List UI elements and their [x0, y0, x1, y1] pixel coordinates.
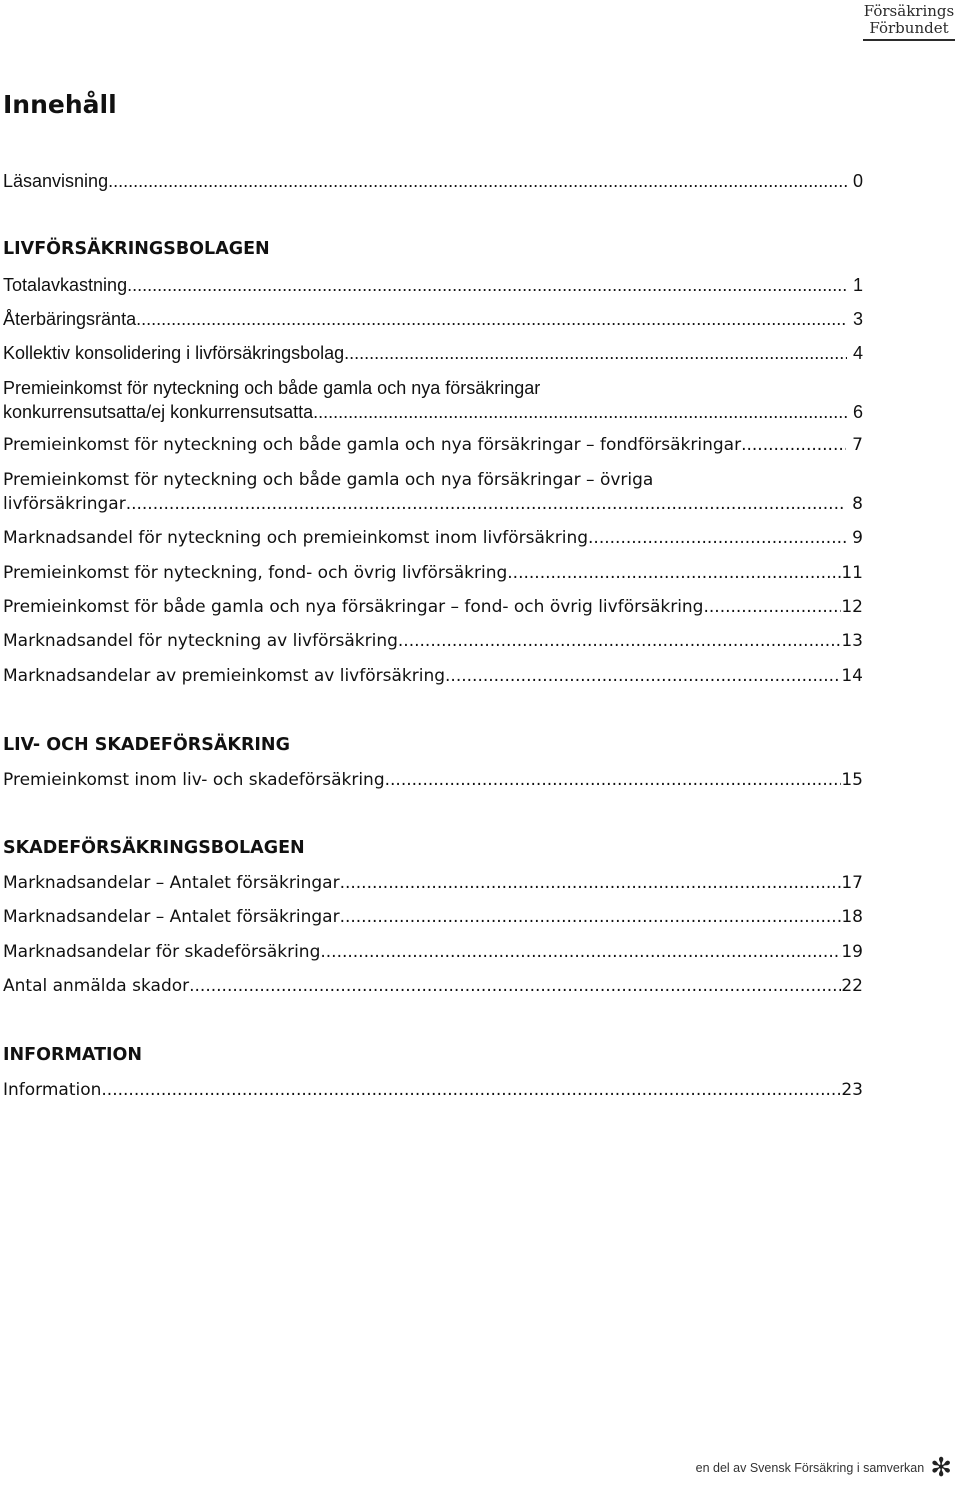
toc-leader — [126, 492, 846, 516]
toc-leader — [507, 561, 841, 585]
toc-leader — [136, 307, 847, 331]
toc-entry-label: Marknadsandelar – Antalet försäkringar — [3, 907, 340, 927]
toc-entry-label: Läsanvisning — [3, 171, 109, 191]
toc-entry-antal-anmalda-skador[interactable] — [3, 974, 863, 998]
toc-leader — [385, 768, 842, 792]
toc-entry-label: Totalavkastning — [3, 275, 128, 295]
toc-entry-aterbaringsranta[interactable] — [3, 307, 863, 331]
toc-entry-premieinkomst-fondforsakringar[interactable] — [3, 433, 863, 457]
toc-leader — [340, 905, 842, 929]
toc-entry-page: 15 — [841, 770, 863, 790]
toc-entry-label: Premieinkomst inom liv- och skadeförsäkring — [3, 770, 385, 790]
page-title: Innehåll — [3, 90, 117, 119]
toc-entry-premieinkomst-ovriga-livforsakringar[interactable] — [3, 468, 863, 516]
toc-entry-label-line-2: livförsäkringar — [3, 494, 126, 514]
toc-entry-page: 6 — [852, 402, 863, 422]
footer-text: en del av Svensk Försäkring i samverkan — [695, 1461, 925, 1475]
toc-entry-lasanvisning[interactable] — [3, 169, 863, 193]
toc-entry-premieinkomst-nyteckning-fond-ovrig[interactable] — [3, 561, 863, 585]
toc-entry-label: Information — [3, 1080, 102, 1100]
toc-leader — [741, 433, 846, 457]
toc-entry-marknadsandelar-antalet-1[interactable] — [3, 871, 863, 895]
toc-entry-marknadsandelar-premieinkomst[interactable] — [3, 664, 863, 688]
toc-entry-label: Marknadsandel för nyteckning av livförsäkring — [3, 631, 398, 651]
logo-line-1: Försäkrings — [863, 2, 955, 20]
toc-entry-label: Marknadsandelar av premieinkomst av livförsäkring — [3, 666, 446, 686]
footer — [696, 1455, 952, 1481]
toc-entry-marknadsandelar-antalet-2[interactable] — [3, 905, 863, 929]
toc-entry-page: 23 — [841, 1080, 863, 1100]
toc-entry-page: 8 — [852, 494, 863, 514]
section-heading-liv-och-skadeforsakring: LIV- OCH SKADEFÖRSÄKRING — [3, 735, 290, 755]
toc-leader — [320, 940, 841, 964]
toc-leader — [398, 629, 841, 653]
toc-entry-premieinkomst-konkurrensutsatta[interactable] — [3, 376, 863, 424]
toc-entry-marknadsandel-nyteckning-premieinkomst[interactable] — [3, 526, 863, 550]
toc-entry-marknadsandel-nyteckning[interactable] — [3, 629, 863, 653]
toc-entry-page: 11 — [841, 563, 863, 583]
toc-entry-page: 0 — [852, 171, 863, 191]
section-heading-livforsakringsbolagen: LIVFÖRSÄKRINGSBOLAGEN — [3, 239, 270, 259]
toc-entry-label: Marknadsandelar för skadeförsäkring — [3, 942, 321, 962]
toc-leader — [703, 595, 841, 619]
toc-leader — [108, 169, 847, 193]
toc-entry-label: Återbäringsränta — [3, 309, 137, 329]
toc-entry-page: 18 — [841, 907, 863, 927]
toc-entry-page: 9 — [852, 528, 863, 548]
toc-entry-page: 4 — [852, 343, 863, 363]
toc-entry-kollektiv-konsolidering[interactable] — [3, 341, 863, 365]
toc-entry-page: 7 — [852, 435, 863, 455]
toc-leader — [313, 400, 847, 424]
toc-entry-label: Marknadsandelar – Antalet försäkringar — [3, 873, 340, 893]
toc-entry-information[interactable] — [3, 1078, 863, 1102]
toc-leader — [189, 974, 841, 998]
toc-leader — [340, 871, 842, 895]
toc-entry-label-line-1: Premieinkomst för nyteckning och både gamla och nya försäkringar — [3, 378, 541, 398]
toc-entry-page: 3 — [852, 309, 863, 329]
section-heading-information: INFORMATION — [3, 1045, 143, 1065]
toc-entry-page: 14 — [841, 666, 863, 686]
toc-entry-page: 19 — [841, 942, 863, 962]
toc-entry-label: Marknadsandel för nyteckning och premieinkomst inom livförsäkring — [3, 528, 589, 548]
toc-entry-label: Kollektiv konsolidering i livförsäkringsbolag — [3, 343, 345, 363]
toc-entry-label: Antal anmälda skador — [3, 976, 190, 996]
toc-entry-page: 13 — [841, 631, 863, 651]
toc-entry-page: 12 — [841, 597, 863, 617]
toc-entry-label: Premieinkomst för nyteckning, fond- och övrig livförsäkring — [3, 563, 508, 583]
toc-entry-premieinkomst-gamla-nya-fond-ovrig[interactable] — [3, 595, 863, 619]
toc-entry-page: 22 — [841, 976, 863, 996]
logo-line-2: Förbundet — [869, 19, 949, 37]
section-heading-skadeforsakringsbolagen: SKADEFÖRSÄKRINGSBOLAGEN — [3, 838, 305, 858]
toc-entry-page: 17 — [841, 873, 863, 893]
logo-rule — [863, 39, 955, 41]
toc-leader — [127, 273, 847, 297]
toc-entry-label: Premieinkomst för både gamla och nya försäkringar – fond- och övrig livförsäkring — [3, 597, 704, 617]
dots-circle-icon: ✻ — [930, 1453, 952, 1483]
forsakringsforbundet-logo — [863, 3, 955, 41]
toc-entry-label-line-2: konkurrensutsatta/ej konkurrensutsatta — [3, 402, 314, 422]
toc-leader — [445, 664, 841, 688]
toc-entry-page: 1 — [852, 275, 863, 295]
toc-leader — [588, 526, 846, 550]
toc-entry-totalavkastning[interactable] — [3, 273, 863, 297]
toc-leader — [101, 1078, 841, 1102]
toc-entry-label: Premieinkomst för nyteckning och både gamla och nya försäkringar – fondförsäkringar — [3, 435, 742, 455]
toc-entry-marknadsandelar-skadeforsakring[interactable] — [3, 940, 863, 964]
toc-entry-label-line-1: Premieinkomst för nyteckning och både gamla och nya försäkringar – övriga — [3, 470, 654, 490]
toc-leader — [344, 341, 847, 365]
toc-entry-premieinkomst-liv-skade[interactable] — [3, 768, 863, 792]
